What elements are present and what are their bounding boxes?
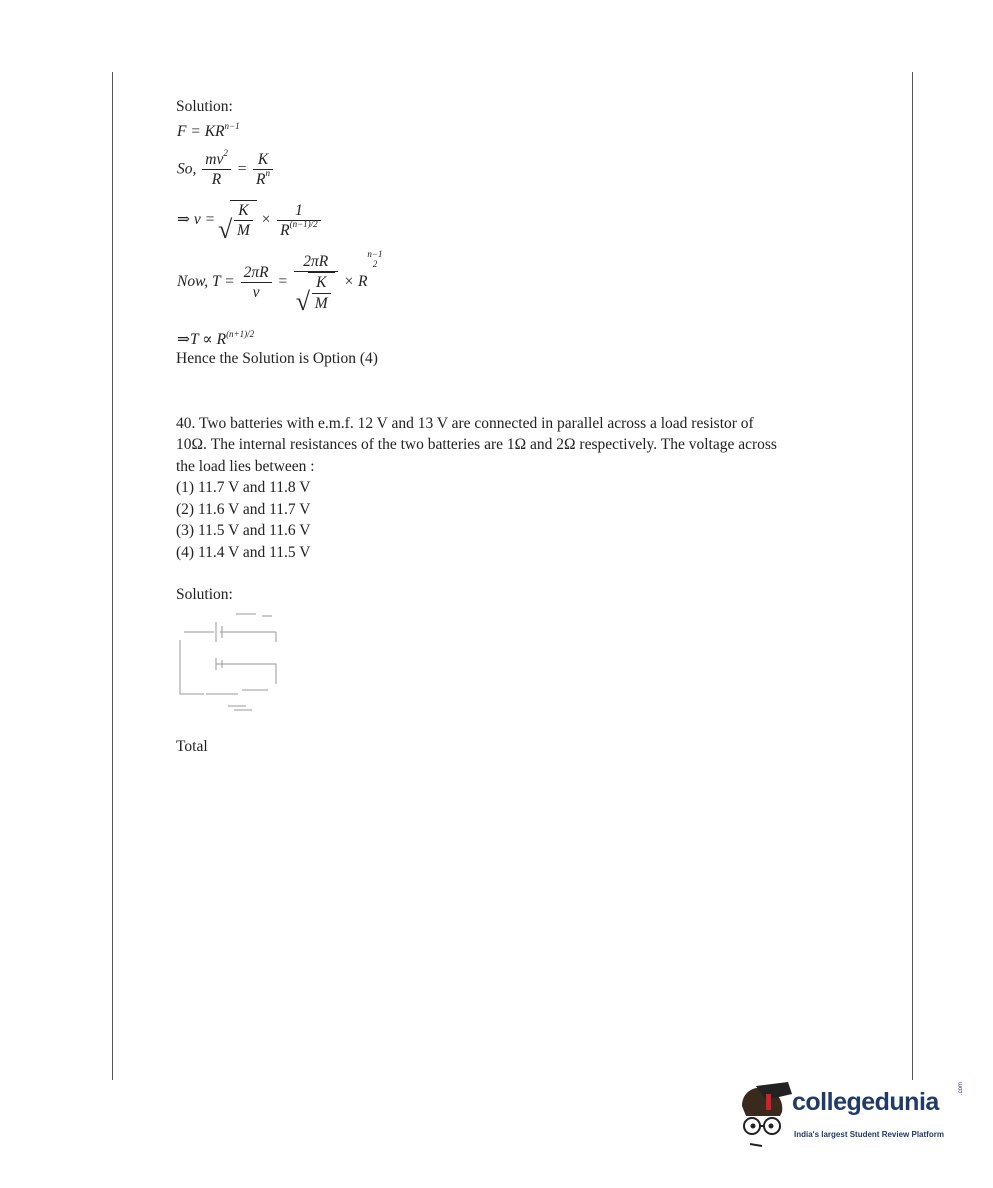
eq4-exp-den: 2 [372, 258, 378, 269]
eq2-den2: R [256, 171, 266, 189]
eq3-sqrt [219, 200, 257, 241]
eq5-exp: (n+1)/2 [226, 329, 255, 339]
equation-velocity: ⇒ v = √ $\frac{K}{M}$ × $\frac{1}{R^{(n-1)/2}}$ [177, 200, 323, 241]
equation-so: So, $\frac{mv^2}{R}$ = $\frac{K}{R^n}$ [177, 150, 275, 190]
eq4-den1: v [252, 284, 260, 302]
option-4: (4) 11.4 V and 11.5 V [176, 544, 311, 561]
eq2-num1: mv [205, 151, 224, 168]
eq4-frac-right [294, 252, 338, 313]
equation-period: Now, T = $\frac{2\pi R}{v}$ = 2πR √ $\frac{K}{M}$ × R $^{n-1 2}$ [177, 252, 382, 313]
solution-2-heading: Solution: [176, 586, 233, 603]
equation-proportional [177, 329, 255, 348]
brand-tagline: India's largest Student Review Platform [794, 1130, 944, 1139]
question-line-1: 40. Two batteries with e.m.f. 12 V and 13 V are connected in parallel across a load resistor of [176, 415, 754, 432]
question-line-2: 10Ω. The internal resistances of the two batteries are 1Ω and 2Ω respectively. The voltage across [176, 436, 777, 453]
mascot-icon [736, 1082, 794, 1154]
eq4-prefix: Now, [177, 273, 209, 291]
eq3-rad-den: M [236, 222, 250, 240]
option-2: (2) 11.6 V and 11.7 V [176, 501, 311, 518]
eq5-prop: ∝ [202, 331, 213, 348]
eq2-prefix: So, [177, 160, 197, 178]
eq3-frac [277, 201, 321, 241]
brand-domain: .com [958, 1081, 964, 1095]
eq1-exp: n−1 [224, 121, 240, 131]
eq4-tail: R [357, 273, 368, 291]
option-1: (1) 11.7 V and 11.8 V [176, 479, 311, 496]
eq3-var: v [193, 210, 201, 228]
eq5-var: T [190, 331, 199, 348]
eq2-frac-left [202, 150, 231, 190]
eq3-rad-num: √ K [234, 201, 253, 221]
collegedunia-logo [736, 1082, 966, 1154]
eq1-rhs: KR [204, 123, 225, 140]
brand-name: collegedunia [792, 1088, 939, 1116]
eq4-num2: 2πR [294, 252, 338, 272]
circuit-diagram [176, 610, 286, 720]
question-line-3: the load lies between : [176, 458, 315, 475]
eq3-num: 1 [277, 201, 321, 221]
page-right-border [912, 72, 913, 1080]
eq3-den: R [280, 221, 290, 239]
equation-force: $F = KR^{n-1}$ [177, 121, 240, 140]
eq2-den2-exp: n [265, 168, 271, 179]
eq2-num1-exp: 2 [223, 148, 228, 158]
solution-heading: Solution: [176, 98, 233, 115]
total-label: Total [176, 738, 208, 755]
eq4-rad-den: M [314, 294, 328, 312]
eq4-exp-num: n−1 [367, 249, 383, 259]
eq4-rad-num: √ K [312, 273, 331, 293]
eq3-den-exp: (n−1)/2 [289, 218, 318, 229]
eq2-num2: K [253, 150, 273, 170]
eq2-frac-right [253, 150, 273, 190]
eq1-lhs: F [177, 123, 187, 140]
eq5-tail: R [216, 331, 227, 348]
eq4-frac-left [241, 263, 272, 303]
option-3: (3) 11.5 V and 11.6 V [176, 522, 311, 539]
eq3-arrow: ⇒ [177, 210, 190, 228]
page-left-border [112, 72, 113, 1080]
eq4-var: T [212, 273, 221, 291]
eq5-arrow: ⇒ [177, 331, 190, 348]
eq2-den1: R [211, 171, 222, 189]
eq4-num1: 2πR [241, 263, 272, 283]
solution-conclusion: Hence the Solution is Option (4) [176, 350, 378, 367]
